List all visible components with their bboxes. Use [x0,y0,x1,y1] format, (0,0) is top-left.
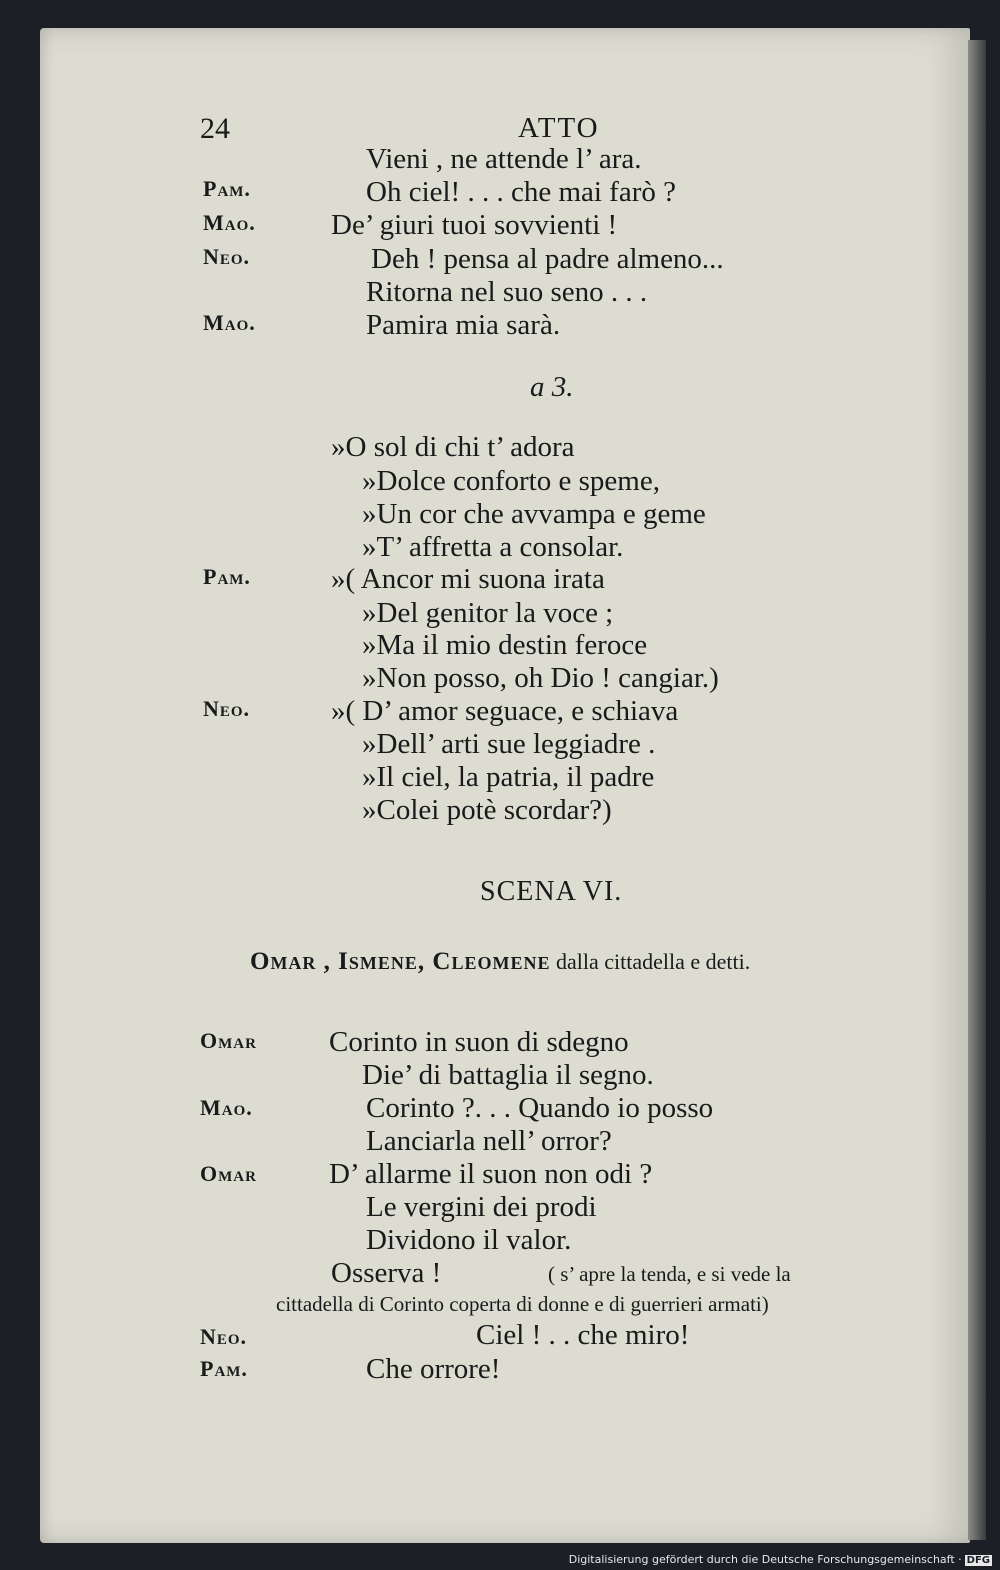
verse-line: Lanciarla nell’ orror? [366,1125,612,1157]
cast-direction: dalla cittadella e detti. [556,949,751,974]
speaker-name: Pam. [203,176,251,201]
verse-line: De’ giuri tuoi sovvienti ! [331,209,618,241]
footer-text: Digitalisierung gefördert durch die Deutsche Forschungsgemeinschaft · [568,1553,962,1566]
speaker-name: Mao. [200,1095,253,1120]
verse-line: Vieni , ne attende l’ ara. [366,143,642,175]
speaker-label [200,1352,248,1386]
speaker-label [200,1024,257,1058]
speaker-label [203,306,256,340]
verse-line: Dividono il valor. [366,1224,572,1256]
verse-line: »Colei potè scordar?) [362,794,612,826]
speaker-name: Neo. [200,1324,248,1349]
verse-line: Pamira mia sarà. [366,309,561,341]
verse-line: Ciel ! . . che miro! [476,1319,690,1351]
scene-title: SCENA VI. [480,876,623,907]
cast-names: Omar , Ismene, Cleomene [250,948,551,975]
stage-direction: cittadella di Corinto coperta di donne e di guerrieri armati) [276,1292,769,1316]
verse-line: Ritorna nel suo seno . . . [366,276,648,308]
verse-line: »Dolce conforto e speme, [362,465,660,497]
speaker-label [203,692,250,726]
speaker-label [203,206,256,240]
verse-line: Che orrore! [366,1353,501,1385]
verse-line: Deh ! pensa al padre almeno... [371,243,724,275]
verse-line: Die’ di battaglia il segno. [362,1059,654,1091]
verse-line: »Un cor che avvampa e geme [362,498,706,530]
verse-line: »( Ancor mi suona irata [331,563,605,595]
speaker-name: Pam. [200,1356,248,1381]
speaker-label [203,560,251,594]
running-head: ATTO [518,112,600,144]
dfg-logo-icon: DFG [966,1555,990,1566]
verse-line: »O sol di chi t’ adora [331,431,575,463]
speaker-label [203,240,250,274]
verse-line: D’ allarme il suon non odi ? [329,1158,653,1190]
speaker-label [200,1320,247,1354]
speaker-name: Omar [200,1161,257,1186]
speaker-label [200,1157,257,1191]
speaker-label [203,172,251,206]
ensemble-marker: a 3. [530,371,574,403]
digitization-footer [569,1553,992,1566]
cast-line [250,948,750,976]
verse-line: »Dell’ arti sue leggiadre . [362,728,656,760]
verse-line: »Non posso, oh Dio ! cangiar.) [362,662,719,694]
verse-line: »T’ affretta a consolar. [362,531,624,563]
speaker-name: Omar [200,1028,257,1053]
book-spine [968,40,986,1540]
verse-line: Oh ciel! . . . che mai farò ? [366,176,676,208]
verse-line: Osserva ! [331,1257,442,1289]
stage-direction: ( s’ apre la tenda, e si vede la [548,1262,791,1286]
verse-line: »Ma il mio destin feroce [362,629,648,661]
speaker-label [200,1091,253,1125]
speaker-name: Neo. [203,244,251,269]
speaker-name: Neo. [203,696,251,721]
speaker-name: Pam. [203,564,251,589]
verse-line: »( D’ amor seguace, e schiava [331,695,679,727]
speaker-name: Mao. [203,310,256,335]
verse-line: Corinto in suon di sdegno [329,1026,629,1058]
page-number: 24 [200,112,230,145]
speaker-name: Mao. [203,210,256,235]
verse-line: »Il ciel, la patria, il padre [362,761,655,793]
verse-line: Le vergini dei prodi [366,1191,597,1223]
verse-line: »Del genitor la voce ; [362,597,614,629]
verse-line: Corinto ?. . . Quando io posso [366,1092,714,1124]
